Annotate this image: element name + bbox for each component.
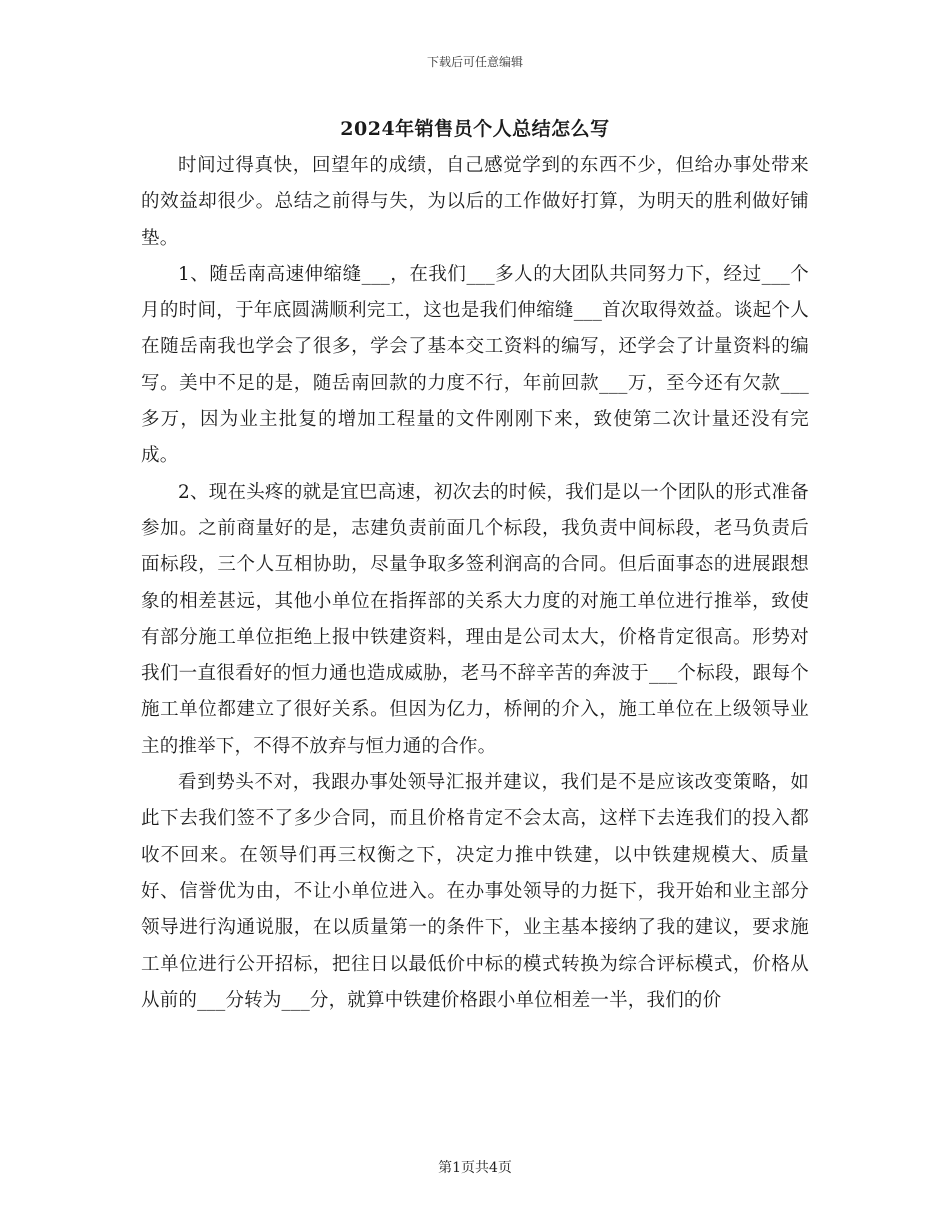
paragraph-strategy: 看到势头不对，我跟办事处领导汇报并建议，我们是不是应该改变策略，如此下去我们签不了多少合同，而且价格肯定不会太高，这样下去连我们的投入都收不回来。在领导们再三权衡之下，决定力推中铁建，以中铁建规模大、质量好、信誉优为由，不让小单位进入。在办事处领导的力挺下，我开始和业主部分领导进行沟通说服，在以质量第一的条件下，业主基本接纳了我的建议，要求施工单位进行公开招标，把往日以最低价中标的模式转换为综合评标模式，价格从从前的___分转为___分，就算中铁建价格跟小单位相差一半，我们的价 (141, 772, 809, 1011)
page-header-note: 下载后可任意编辑 (426, 55, 523, 69)
paragraph-item-2: 2、现在头疼的就是宜巴高速，初次去的时候，我们是以一个团队的形式准备参加。之前商量好的是，志建负责前面几个标段，我负责中间标段，老马负责后面标段，三个人互相协助，尽量争取多签利润高的合同。但后面事态的进展跟想象的相差甚远，其他小单位在指挥部的关系大力度的对施工单位进行推举，致使有部分施工单位拒绝上报中铁建资料，理由是公司太大，价格肯定很高。形势对我们一直很看好的恒力通也造成威胁，老马不辞辛苦的奔波于___个标段，跟每个施工单位都建立了很好关系。但因为亿力，桥闸的介入，施工单位在上级领导业主的推举下，不得不放弃与恒力通的合作。 (141, 481, 809, 757)
page-number: 第1页共4页 (438, 1160, 512, 1176)
paragraph-item-1: 1、随岳南高速伸缩缝___，在我们___多人的大团队共同努力下，经过___个月的时间，于年底圆满顺利完工，这也是我们伸缩缝___首次取得效益。谈起个人在随岳南我也学会了很多，学会了基本交工资料的编写，还学会了计量资料的编写。美中不足的是，随岳南回款的力度不行，年前回款___万，至今还有欠款___多万，因为业主批复的增加工程量的文件刚刚下来，致使第二次计量还没有完成。 (141, 263, 809, 467)
document-title: 2024年销售员个人总结怎么写 (340, 118, 610, 140)
paragraph-intro: 时间过得真快，回望年的成绩，自己感觉学到的东西不少，但给办事处带来的效益却很少。总结之前得与失，为以后的工作做好打算，为明天的胜利做好铺垫。 (141, 155, 809, 249)
document-body (141, 148, 809, 1019)
